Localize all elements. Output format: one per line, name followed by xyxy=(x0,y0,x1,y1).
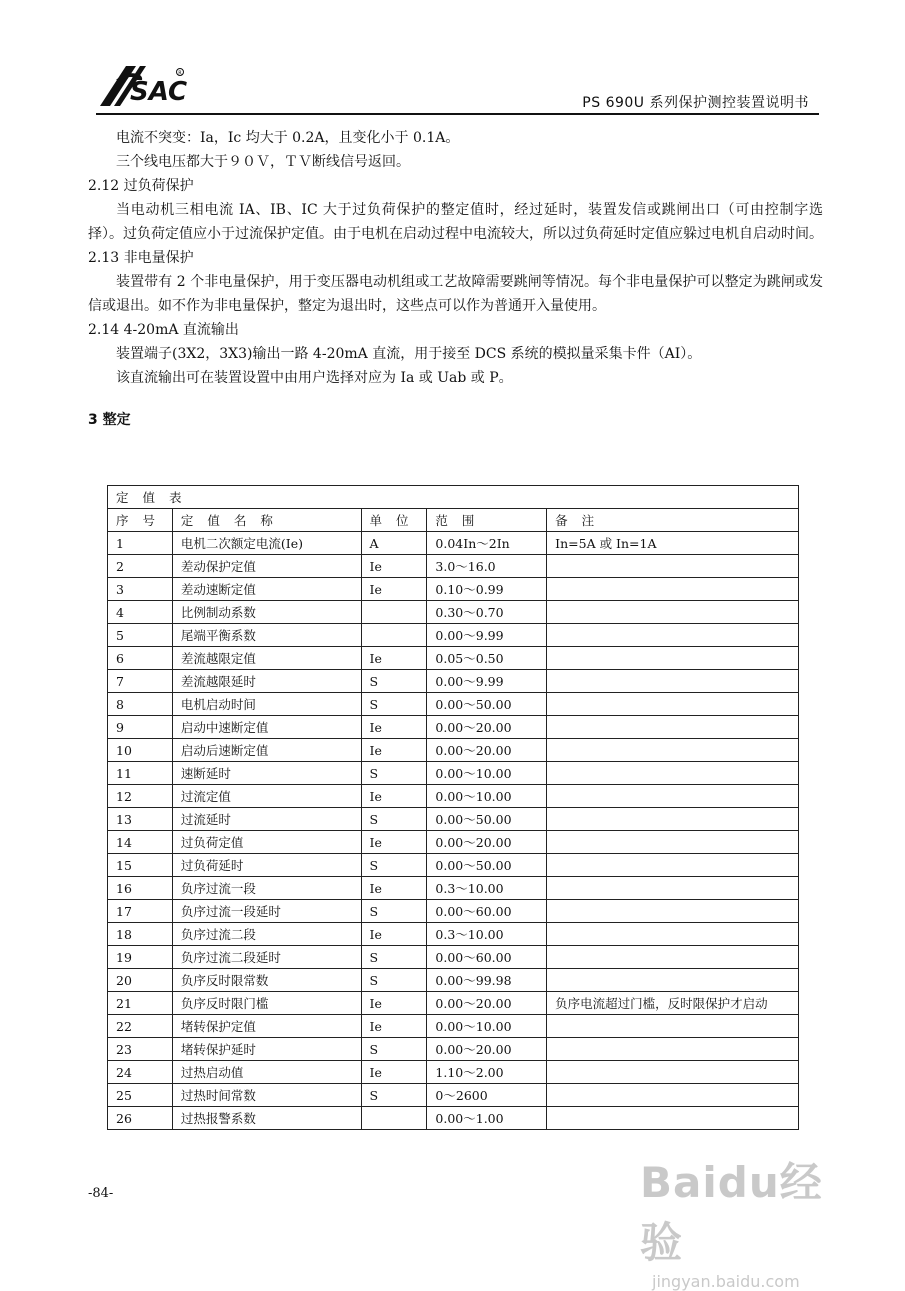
cell-remark xyxy=(547,739,799,762)
header-remark: 备 注 xyxy=(547,509,799,532)
cell-remark xyxy=(547,1038,799,1061)
cell-unit: Ie xyxy=(361,1061,427,1084)
sac-logo-graphic xyxy=(96,62,188,110)
cell-index: 10 xyxy=(108,739,173,762)
cell-name: 速断延时 xyxy=(172,762,361,785)
cell-range: 0.00～50.00 xyxy=(427,808,547,831)
cell-index: 8 xyxy=(108,693,173,716)
cell-index: 5 xyxy=(108,624,173,647)
header-index: 序 号 xyxy=(108,509,173,532)
cell-remark xyxy=(547,555,799,578)
cell-unit: S xyxy=(361,762,427,785)
cell-unit: S xyxy=(361,946,427,969)
cell-unit: Ie xyxy=(361,877,427,900)
cell-unit: Ie xyxy=(361,992,427,1015)
cell-index: 26 xyxy=(108,1107,173,1130)
section-text-2-14-a: 装置端子(3X2，3X3)输出一路 4-20mA 直流，用于接至 DCS 系统的模拟量采集卡件（AI）。 xyxy=(116,346,702,362)
logo-text: SAC xyxy=(130,77,188,107)
cell-remark xyxy=(547,762,799,785)
cell-remark xyxy=(547,808,799,831)
sac-logo xyxy=(96,62,188,110)
cell-name: 差动保护定值 xyxy=(172,555,361,578)
cell-name: 差流越限定值 xyxy=(172,647,361,670)
cell-unit: Ie xyxy=(361,578,427,601)
cell-name: 尾端平衡系数 xyxy=(172,624,361,647)
table-row xyxy=(108,992,799,1015)
table-row xyxy=(108,877,799,900)
table-row xyxy=(108,900,799,923)
cell-name: 过热启动值 xyxy=(172,1061,361,1084)
header-name: 定 值 名 称 xyxy=(172,509,361,532)
cell-unit: S xyxy=(361,1084,427,1107)
cell-remark xyxy=(547,969,799,992)
cell-name: 过负荷延时 xyxy=(172,854,361,877)
cell-unit: S xyxy=(361,808,427,831)
cell-unit: Ie xyxy=(361,739,427,762)
cell-remark xyxy=(547,1107,799,1130)
cell-index: 7 xyxy=(108,670,173,693)
table-row xyxy=(108,716,799,739)
cell-index: 20 xyxy=(108,969,173,992)
section-heading-3: 3 整定 xyxy=(88,412,131,428)
header-unit: 单 位 xyxy=(361,509,427,532)
table-row xyxy=(108,624,799,647)
section-text-2-12: 当电动机三相电流 IA、IB、IC 大于过负荷保护的整定值时，经过延时，装置发信或跳闸出口（可由控制字选择）。过负荷定值应小于过流保护定值。由于电机在启动过程中电流较大，所以过负荷延时定值应躲过电机自启动时间。 xyxy=(88,202,823,242)
cell-name: 启动中速断定值 xyxy=(172,716,361,739)
cell-range: 0.00～10.00 xyxy=(427,1015,547,1038)
table-row xyxy=(108,670,799,693)
cell-range: 0.00～20.00 xyxy=(427,716,547,739)
cell-remark: In=5A 或 In=1A xyxy=(547,532,799,555)
table-row xyxy=(108,785,799,808)
cell-remark xyxy=(547,670,799,693)
cell-remark xyxy=(547,1015,799,1038)
cell-index: 3 xyxy=(108,578,173,601)
cell-index: 23 xyxy=(108,1038,173,1061)
cell-name: 负序过流一段延时 xyxy=(172,900,361,923)
cell-name: 过热时间常数 xyxy=(172,1084,361,1107)
table-row xyxy=(108,1015,799,1038)
cell-unit: Ie xyxy=(361,716,427,739)
settings-table xyxy=(107,485,799,1130)
cell-name: 电机二次额定电流(Ie) xyxy=(172,532,361,555)
cell-range: 0.00～20.00 xyxy=(427,831,547,854)
cell-index: 12 xyxy=(108,785,173,808)
cell-range: 0.00～50.00 xyxy=(427,693,547,716)
cell-unit xyxy=(361,601,427,624)
cell-name: 启动后速断定值 xyxy=(172,739,361,762)
cell-name: 堵转保护延时 xyxy=(172,1038,361,1061)
cell-remark xyxy=(547,716,799,739)
cell-range: 0.00～99.98 xyxy=(427,969,547,992)
cell-range: 0.00～9.99 xyxy=(427,670,547,693)
cell-unit: S xyxy=(361,854,427,877)
cell-range: 0.00～50.00 xyxy=(427,854,547,877)
cell-index: 15 xyxy=(108,854,173,877)
cell-range: 0.00～20.00 xyxy=(427,992,547,1015)
cell-index: 18 xyxy=(108,923,173,946)
table-row xyxy=(108,923,799,946)
cell-name: 过流定值 xyxy=(172,785,361,808)
cell-index: 14 xyxy=(108,831,173,854)
table-row xyxy=(108,1061,799,1084)
cell-index: 22 xyxy=(108,1015,173,1038)
cell-index: 9 xyxy=(108,716,173,739)
cell-unit: S xyxy=(361,900,427,923)
cell-unit: S xyxy=(361,670,427,693)
table-caption-row xyxy=(108,486,799,509)
cell-range: 0.00～20.00 xyxy=(427,1038,547,1061)
cell-remark xyxy=(547,946,799,969)
cell-remark xyxy=(547,1061,799,1084)
cell-remark: 负序电流超过门槛，反时限保护才启动 xyxy=(547,992,799,1015)
cell-range: 0.3～10.00 xyxy=(427,923,547,946)
table-row xyxy=(108,969,799,992)
section-heading-2-13: 2.13 非电量保护 xyxy=(88,250,194,266)
cell-unit: Ie xyxy=(361,831,427,854)
table-row xyxy=(108,1084,799,1107)
cell-range: 0～2600 xyxy=(427,1084,547,1107)
cell-remark xyxy=(547,578,799,601)
table-row xyxy=(108,762,799,785)
table-row xyxy=(108,532,799,555)
cell-remark xyxy=(547,693,799,716)
cell-range: 0.10～0.99 xyxy=(427,578,547,601)
body-content xyxy=(88,126,823,432)
cell-unit: S xyxy=(361,1038,427,1061)
table-row xyxy=(108,739,799,762)
table-caption: 定 值 表 xyxy=(108,486,799,509)
cell-name: 比例制动系数 xyxy=(172,601,361,624)
cell-name: 负序过流二段延时 xyxy=(172,946,361,969)
cell-unit: A xyxy=(361,532,427,555)
cell-remark xyxy=(547,601,799,624)
table-row xyxy=(108,647,799,670)
cell-index: 16 xyxy=(108,877,173,900)
cell-index: 2 xyxy=(108,555,173,578)
cell-unit: Ie xyxy=(361,923,427,946)
cell-name: 差流越限延时 xyxy=(172,670,361,693)
cell-remark xyxy=(547,831,799,854)
header-divider xyxy=(96,113,819,115)
table-header-row xyxy=(108,509,799,532)
cell-name: 负序反时限常数 xyxy=(172,969,361,992)
cell-index: 17 xyxy=(108,900,173,923)
cell-index: 13 xyxy=(108,808,173,831)
cell-index: 11 xyxy=(108,762,173,785)
page-number: -84- xyxy=(88,1186,114,1201)
cell-remark xyxy=(547,1084,799,1107)
table-row xyxy=(108,1107,799,1130)
text-line: 电流不突变：Ia，Ic 均大于 0.2A，且变化小于 0.1A。 xyxy=(116,130,460,146)
cell-range: 0.00～9.99 xyxy=(427,624,547,647)
text-line: 三个线电压都大于９０Ｖ，ＴＶ断线信号返回。 xyxy=(116,154,410,170)
cell-name: 负序过流二段 xyxy=(172,923,361,946)
cell-name: 堵转保护定值 xyxy=(172,1015,361,1038)
cell-range: 0.00～60.00 xyxy=(427,946,547,969)
cell-range: 0.30～0.70 xyxy=(427,601,547,624)
section-heading-2-12: 2.12 过负荷保护 xyxy=(88,178,194,194)
cell-range: 0.00～20.00 xyxy=(427,739,547,762)
cell-range: 0.00～10.00 xyxy=(427,762,547,785)
document-title: PS 690U 系列保护测控装置说明书 xyxy=(582,95,809,111)
cell-remark xyxy=(547,877,799,900)
cell-unit xyxy=(361,1107,427,1130)
watermark-brand: Baidu经验 xyxy=(640,1158,823,1267)
table-row xyxy=(108,555,799,578)
cell-range: 0.3～10.00 xyxy=(427,877,547,900)
table-row xyxy=(108,831,799,854)
cell-remark xyxy=(547,923,799,946)
cell-index: 6 xyxy=(108,647,173,670)
cell-unit: Ie xyxy=(361,1015,427,1038)
cell-name: 过负荷定值 xyxy=(172,831,361,854)
cell-index: 1 xyxy=(108,532,173,555)
section-text-2-13: 装置带有 2 个非电量保护，用于变压器电动机组或工艺故障需要跳闸等情况。每个非电量保护可以整定为跳闸或发信或退出。如不作为非电量保护，整定为退出时，这些点可以作为普通开入量使用。 xyxy=(88,274,823,314)
cell-index: 21 xyxy=(108,992,173,1015)
cell-range: 3.0～16.0 xyxy=(427,555,547,578)
cell-range: 0.05～0.50 xyxy=(427,647,547,670)
cell-unit: Ie xyxy=(361,555,427,578)
cell-unit: Ie xyxy=(361,785,427,808)
cell-range: 1.10～2.00 xyxy=(427,1061,547,1084)
section-heading-2-14: 2.14 4-20mA 直流输出 xyxy=(88,322,239,338)
cell-range: 0.00～60.00 xyxy=(427,900,547,923)
table-row xyxy=(108,1038,799,1061)
cell-remark xyxy=(547,624,799,647)
cell-unit: S xyxy=(361,693,427,716)
cell-remark xyxy=(547,900,799,923)
watermark-url: jingyan.baidu.com xyxy=(652,1272,800,1291)
cell-remark xyxy=(547,785,799,808)
table-row xyxy=(108,601,799,624)
cell-index: 4 xyxy=(108,601,173,624)
cell-name: 负序反时限门槛 xyxy=(172,992,361,1015)
cell-range: 0.00～10.00 xyxy=(427,785,547,808)
table-row xyxy=(108,693,799,716)
cell-range: 0.00～1.00 xyxy=(427,1107,547,1130)
table-row xyxy=(108,854,799,877)
cell-index: 19 xyxy=(108,946,173,969)
table-row xyxy=(108,946,799,969)
cell-index: 25 xyxy=(108,1084,173,1107)
header-range: 范 围 xyxy=(427,509,547,532)
cell-name: 负序过流一段 xyxy=(172,877,361,900)
cell-name: 差动速断定值 xyxy=(172,578,361,601)
section-text-2-14-b: 该直流输出可在装置设置中由用户选择对应为 Ia 或 Uab 或 P。 xyxy=(116,370,513,386)
cell-unit: Ie xyxy=(361,647,427,670)
table-row xyxy=(108,808,799,831)
cell-range: 0.04In～2In xyxy=(427,532,547,555)
cell-remark xyxy=(547,854,799,877)
table-row xyxy=(108,578,799,601)
cell-name: 过流延时 xyxy=(172,808,361,831)
cell-name: 电机启动时间 xyxy=(172,693,361,716)
cell-remark xyxy=(547,647,799,670)
svg-text:R: R xyxy=(178,70,182,77)
cell-index: 24 xyxy=(108,1061,173,1084)
cell-unit xyxy=(361,624,427,647)
cell-name: 过热报警系数 xyxy=(172,1107,361,1130)
baidu-watermark xyxy=(640,1150,850,1291)
cell-unit: S xyxy=(361,969,427,992)
